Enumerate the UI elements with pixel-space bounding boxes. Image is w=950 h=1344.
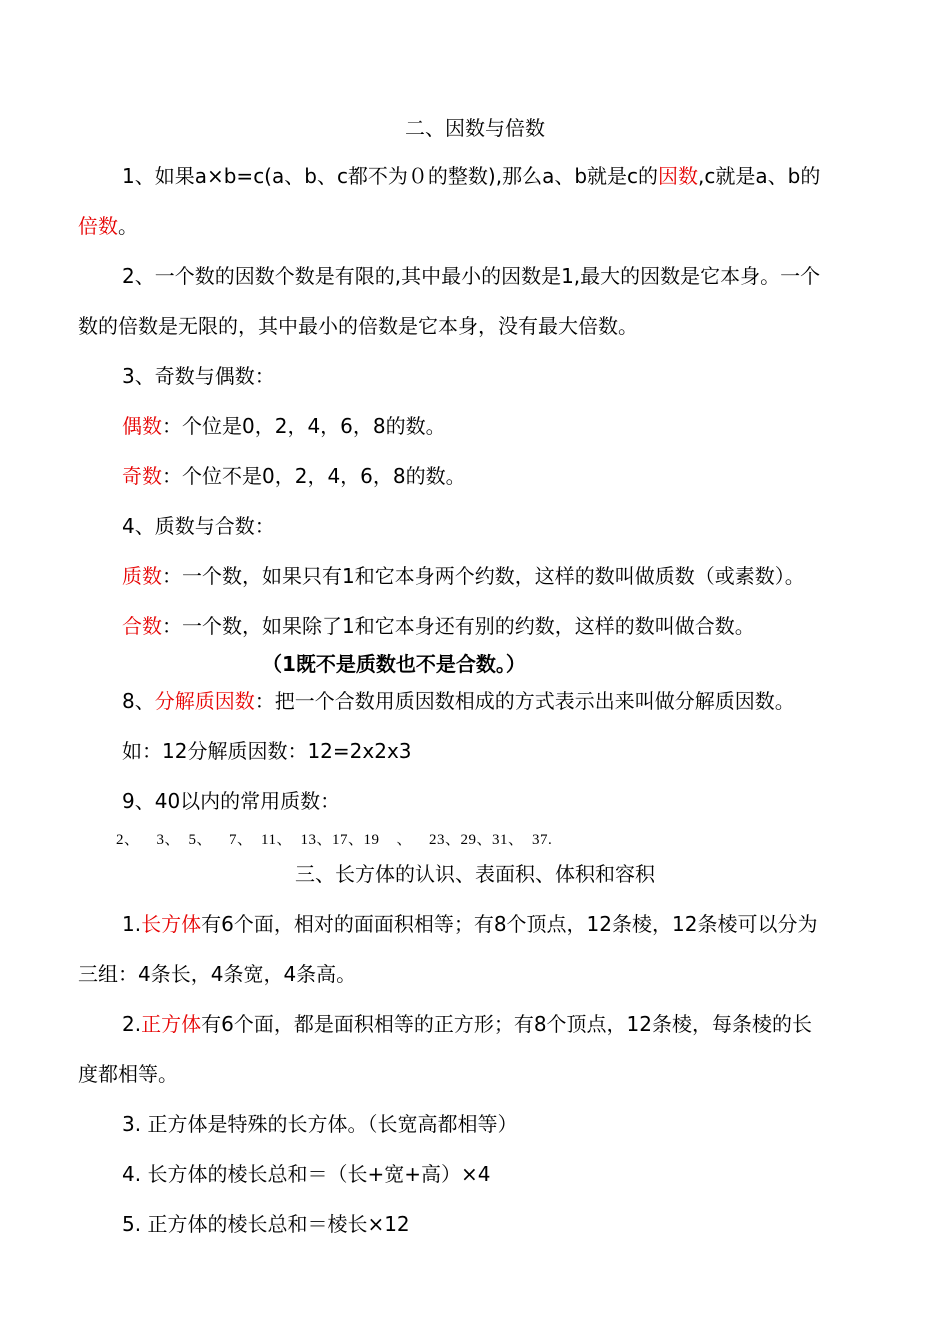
term-odd: 奇数 — [122, 464, 162, 488]
cuboid-edge-sum-formula: 4. 长方体的棱长总和＝（长+宽+高）×4 — [122, 1162, 491, 1186]
cube-special-cuboid: 3. 正方体是特殊的长方体。（长宽高都相等） — [122, 1112, 518, 1136]
common-primes-list: 2、 3、 5、 7、 11、 13、17、19 、 23、29、31、 37. — [116, 832, 553, 848]
odd-def: ：个位不是0，2，4，6，8的数。 — [162, 464, 466, 488]
cuboid-paragraph-line-2: 三组：4条长，4条宽，4条高。 — [78, 962, 357, 986]
prime-factorization-definition — [122, 687, 902, 715]
cuboid-paragraph-line-1 — [122, 910, 902, 938]
heading-common-primes: 9、40以内的常用质数： — [122, 789, 341, 813]
paragraph-2-line-1: 2、一个数的因数个数是有限的,其中最小的因数是1,最大的因数是它本身。一个 — [122, 264, 821, 288]
p1-mid: ,c就是a、b的 — [698, 164, 821, 188]
odd-number-definition — [122, 462, 902, 490]
cube-paragraph-line-1 — [122, 1010, 902, 1038]
prime-factorization-example: 如：12分解质因数：12=2x2x3 — [122, 739, 412, 763]
note-one-neither: （1既不是质数也不是合数。） — [262, 652, 526, 676]
term-multiple: 倍数 — [78, 214, 118, 238]
prime-def: ：一个数，如果只有1和它本身两个约数，这样的数叫做质数（或素数）。 — [162, 564, 805, 588]
paragraph-1-line-2 — [78, 212, 902, 240]
composite-definition — [122, 612, 902, 640]
s3-p1-line1: 有6个面，相对的面面积相等；有8个顶点，12条棱，12条棱可以分为 — [201, 912, 818, 936]
s3-p1-number: 1. — [122, 912, 142, 936]
even-def: ：个位是0，2，4，6，8的数。 — [162, 414, 446, 438]
p1-suffix: 。 — [118, 214, 138, 238]
prime-definition — [122, 562, 902, 590]
paragraph-1-line-1 — [122, 162, 902, 190]
s3-p2-number: 2. — [122, 1012, 142, 1036]
term-cube: 正方体 — [141, 1012, 202, 1036]
term-cuboid: 长方体 — [141, 912, 202, 936]
s3-p2-line1: 有6个面，都是面积相等的正方形；有8个顶点，12条棱，每条棱的长 — [201, 1012, 812, 1036]
cube-paragraph-line-2: 度都相等。 — [78, 1062, 178, 1086]
term-prime: 质数 — [122, 564, 162, 588]
heading-prime-composite: 4、质数与合数： — [122, 514, 275, 538]
section-title-factors-multiples: 二、因数与倍数 — [405, 116, 545, 140]
composite-def: ：一个数，如果除了1和它本身还有别的约数，这样的数叫做合数。 — [162, 614, 755, 638]
even-number-definition — [122, 412, 902, 440]
p8-number: 8、 — [122, 689, 155, 713]
p1-prefix: 1、如果a×b=c(a、b、c都不为０的整数),那么a、b就是c的 — [122, 164, 659, 188]
term-prime-factorization: 分解质因数 — [154, 689, 255, 713]
term-even: 偶数 — [122, 414, 162, 438]
cube-edge-sum-formula: 5. 正方体的棱长总和＝棱长×12 — [122, 1212, 410, 1236]
p8-def: ：把一个合数用质因数相成的方式表示出来叫做分解质因数。 — [254, 689, 795, 713]
term-factor: 因数 — [658, 164, 699, 188]
section-title-cuboid: 三、长方体的认识、表面积、体积和容积 — [295, 862, 655, 886]
paragraph-2-line-2: 数的倍数是无限的，其中最小的倍数是它本身，没有最大倍数。 — [78, 314, 638, 338]
heading-odd-even: 3、奇数与偶数： — [122, 364, 275, 388]
term-composite: 合数 — [122, 614, 162, 638]
